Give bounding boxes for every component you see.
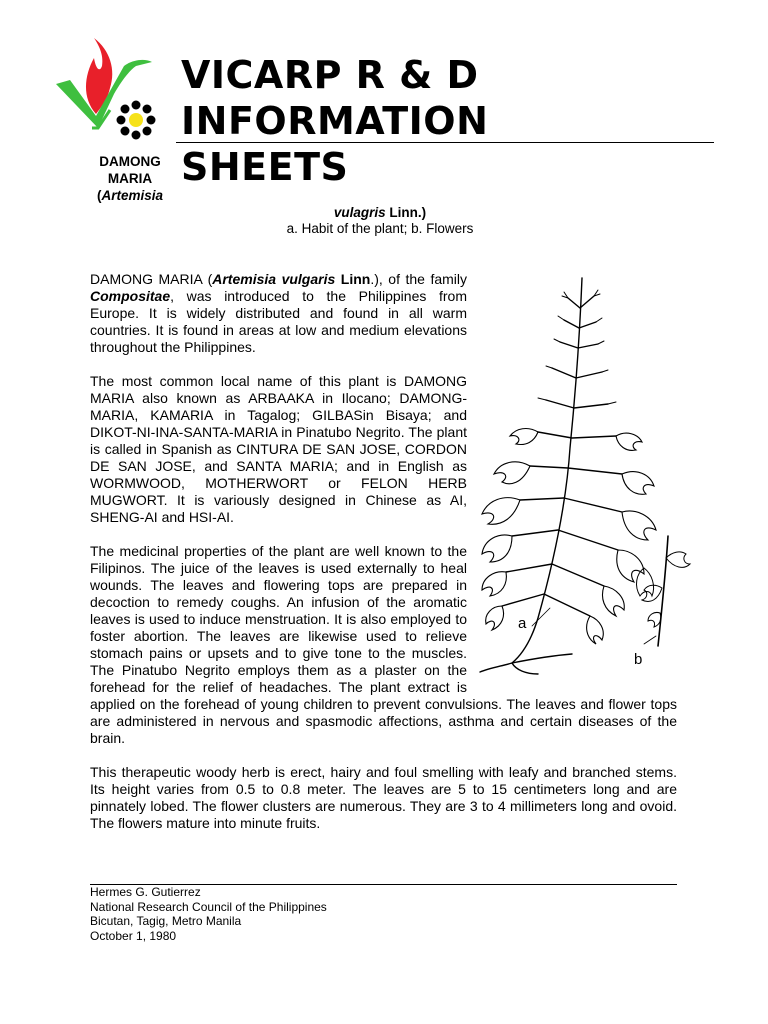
- plant-name-line-2: MARIA: [107, 171, 153, 186]
- family-name: Compositae: [90, 288, 171, 304]
- figure-label-a: a: [518, 615, 527, 632]
- figure-caption: [270, 205, 490, 237]
- figure-spacer: [467, 271, 677, 683]
- footer-author: Hermes G. Gutierrez: [90, 885, 201, 899]
- flower-dots-shape: [117, 101, 156, 140]
- vicarp-logo: [52, 36, 162, 140]
- footer-organization: National Research Council of the Philippines: [90, 899, 327, 914]
- header-divider: [176, 142, 714, 143]
- caption-description: a. Habit of the plant; b. Flowers: [286, 221, 474, 236]
- paragraph-medicinal: The medicinal properties of the plant are well known to the Filipinos. The juice of the leaves is used externally to heal wounds. The leaves and flowering tops are prepared in decoction to remedy coughs. An infusion of the aromatic leaves is used to induce menstruation. It is also employed to foster abortion. The leaves are likewise used to relieve stomach pains or upsets and to give tone to the muscles. The Pinatubo Negrito employs them as a plaster on the forehead for the relief of headaches. The plant extract is applied on the forehead of young children to prevent convulsions. The leaves and flower tops are administered in nervous and spasmodic affections, asthma and certain diseases of the brain.: [90, 543, 677, 746]
- footer-date: October 1, 1980: [90, 928, 177, 943]
- article-body: [90, 271, 677, 849]
- title-line-2: INFORMATION: [181, 99, 489, 143]
- caption-species: vulagris Linn.): [333, 205, 427, 220]
- genus-name: Artemisia: [101, 188, 164, 203]
- paragraph-intro: DAMONG MARIA (Artemisia vulgaris Linn.), of the family Compositae, was introduced to the Philippines from Europe. It is widely distributed and found in all warm countries. It is found in areas at low and medium elevations throughout the Philippines.: [90, 271, 467, 355]
- paragraph-local-names: The most common local name of this plant is DAMONG MARIA also known as ARBAAKA in Ilocano; DAMONG-MARIA, KAMARIA in Tagalog; GILBASin Bisaya; and DIKOT-NI-INA-SANTA-MARIA in Pinatubo Negrito. The plant is called in Spanish as CINTURA DE SAN JOSE, CORDON DE SAN JOSE, and SANTA MARIA; and in English as WORMWOOD, MOTHERWORT or FELON HERB MUGWORT. It is variously designed in Chinese as AI, SHENG-AI and HSI-AI.: [90, 373, 467, 525]
- plant-name-heading: [88, 153, 172, 204]
- figure-label-b: b: [634, 651, 643, 668]
- plant-name-line-1: DAMONG: [99, 154, 161, 169]
- title-line-3: SHEETS: [181, 145, 349, 189]
- page-title: [181, 52, 488, 190]
- paragraph-description: This therapeutic woody herb is erect, hairy and foul smelling with leafy and branched stems. Its height varies from 0.5 to 0.8 meter. The leaves are 5 to 15 centimeters long and are pinnately lobed. The flower clusters are numerous. They are 3 to 4 millimeters long and ovoid. The flowers mature into minute fruits.: [90, 764, 677, 831]
- plant-name-line-3: (Artemisia: [96, 188, 164, 203]
- title-line-1: VICARP R & D: [181, 53, 479, 97]
- footer-address: Bicutan, Tagig, Metro Manila: [90, 914, 242, 929]
- footer-attribution: [90, 885, 327, 943]
- species-name: Artemisia vulgaris: [212, 271, 336, 287]
